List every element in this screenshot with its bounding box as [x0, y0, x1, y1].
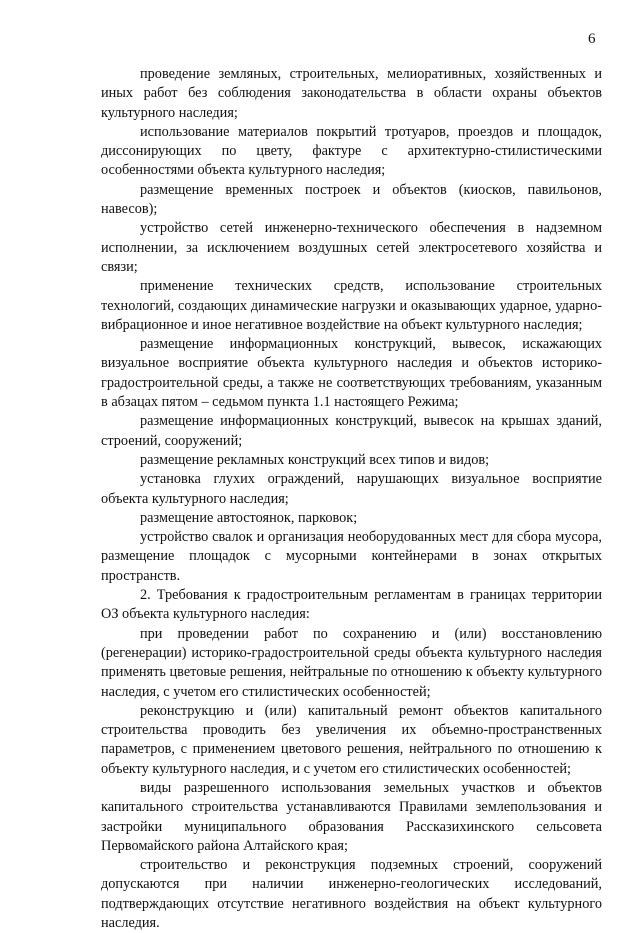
paragraph-8: размещение рекламных конструкций всех типов и видов;: [140, 451, 490, 468]
paragraph-10: размещение автостоянок, парковок;: [140, 509, 358, 526]
paragraph-5: применение технических средств, использование строительных технологий, создающих динамические нагрузки и оказывающих ударное, ударно-вибрационное и иное негативное воздействие на объект культурного наследия;: [101, 278, 602, 333]
paragraph-2: использование материалов покрытий тротуаров, проездов и площадок, диссонирующих по цвету, фактуре с архитектурно-стилистическими особенностями объекта культурного наследия;: [101, 123, 602, 179]
paragraph-7: размещение информационных конструкций, вывесок на крышах зданий, строений, сооружений;: [101, 413, 602, 449]
paragraph-6: размещение информационных конструкций, вывесок, искажающих визуальное восприятие объекта культурного наследия и объектов историко-градостроительной среды, а также не соответствующих требованиям, указанным в абзацах пятом – седьмом пункта 1.1 настоящего Режима;: [101, 336, 602, 411]
document-body: [101, 65, 602, 933]
paragraph-11: устройство свалок и организация необорудованных мест для сбора мусора, размещение площадок с мусорными контейнерами в зонах открытых пространств.: [101, 529, 602, 584]
paragraph-14: реконструкцию и (или) капитальный ремонт объектов капитального строительства проводить без увеличения их объемно-пространственных параметров, с применением цветового решения, нейтрального по отношению к объекту культурного наследия, и с учетом его стилистических особенностей;: [101, 702, 602, 777]
paragraph-3: размещение временных построек и объектов (киосков, павильонов, навесов);: [101, 181, 602, 218]
paragraph-4: устройство сетей инженерно-технического обеспечения в надземном исполнении, за исключением воздушных сетей электросетевого хозяйства и связи;: [101, 220, 602, 275]
paragraph-9: установка глухих ограждений, нарушающих визуальное восприятие объекта культурного наследия;: [101, 471, 602, 507]
paragraph-16: строительство и реконструкция подземных строений, сооружений допускаются при наличии инженерно-геологических исследований, подтверждающих отсутствие негативного воздействия на объект культурного наследия.: [101, 857, 602, 932]
page-number: 6: [588, 31, 596, 47]
paragraph-13: при проведении работ по сохранению и (или) восстановлению (регенерации) историко-градостроительной среды объекта культурного наследия применять цветовые решения, нейтральные по отношению к объекту культурного наследия, с учетом его стилистических особенностей;: [101, 625, 602, 700]
paragraph-1: проведение земляных, строительных, мелиоративных, хозяйственных и иных работ без соблюдения законодательства в области охраны объектов культурного наследия;: [101, 66, 602, 121]
paragraph-15: виды разрешенного использования земельных участков и объектов капитального строительства устанавливаются Правилами землепользования и застройки муниципального образования Рассказихинского сельсовета Первомайского района Алтайского края;: [101, 779, 602, 854]
section-heading-2: 2. Требования к градостроительным регламентам в границах территории ОЗ объекта культурного наследия:: [101, 587, 602, 623]
